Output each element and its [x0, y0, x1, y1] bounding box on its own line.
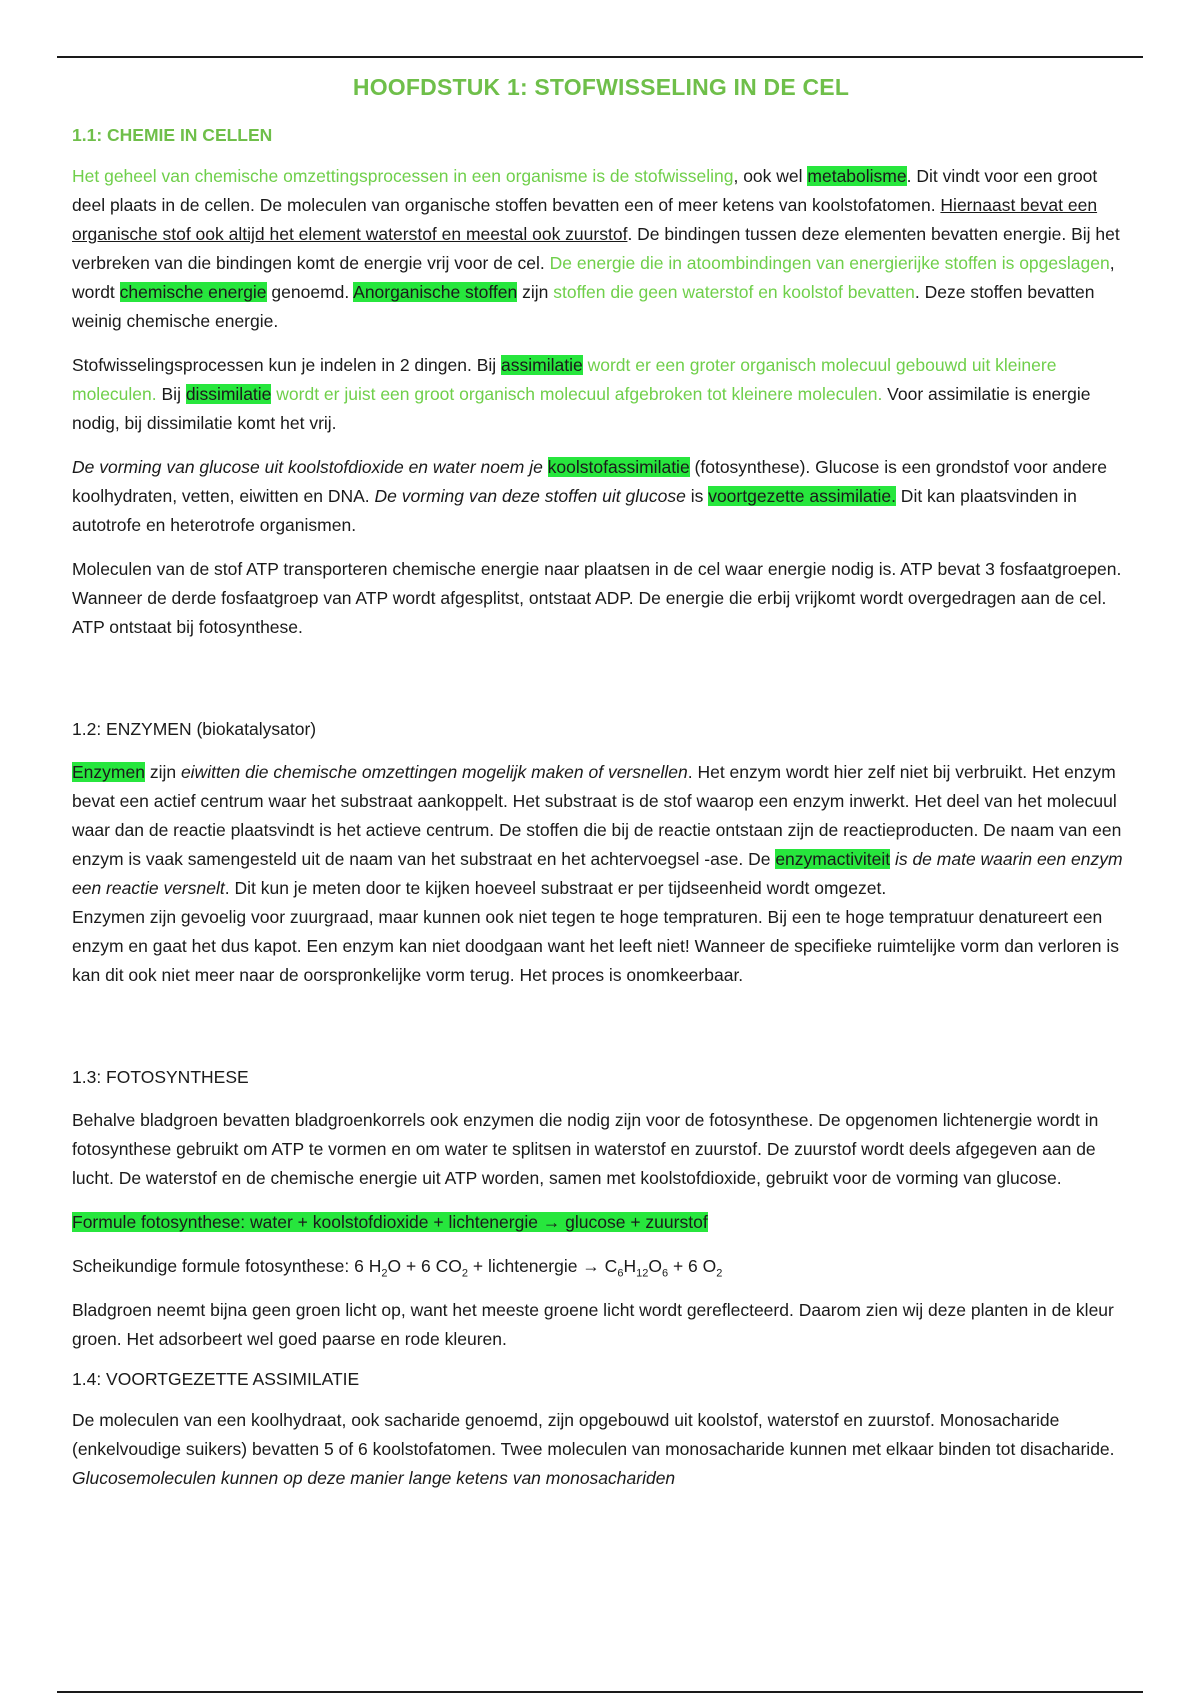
highlight-enzymen: Enzymen: [72, 762, 145, 782]
highlight-chemische-energie: chemische energie: [119, 282, 267, 302]
section-1-1-paragraph-4: Moleculen van de stof ATP transporteren chemische energie naar plaatsen in de cel waar energie nodig is. ATP bevat 3 fosfaatgroepen. Wanneer de derde fosfaatgroep van ATP wordt afgesplitst, ontstaat ADP. De energie die erbij vrijkomt wordt overgedragen aan de cel. ATP ontstaat bij fotosynthese.: [72, 559, 1122, 637]
text-span: . Dit vindt voor een groot deel plaats in de cellen. De moleculen van organische stoffen bevatten een of meer ketens van koolstofatomen.: [72, 166, 1098, 215]
text-span: stoffen die geen waterstof en koolstof bevatten: [553, 282, 915, 302]
section-1-3-paragraph-2: Bladgroen neemt bijna geen groen licht op, want het meeste groene licht wordt gereflecteerd. Daarom zien wij deze planten in de kleur groen. Het adsorbeert wel goed paarse en rode kleuren.: [72, 1300, 1114, 1349]
subscript: 2: [716, 1267, 723, 1280]
text-span: Scheikundige formule fotosynthese: 6 H: [72, 1256, 382, 1276]
text-span: is: [685, 486, 709, 506]
text-span: O: [648, 1256, 662, 1276]
highlight-formula-word: Formule fotosynthese: water + koolstofdioxide + lichtenergie → glucose + zuurstof: [72, 1212, 708, 1232]
italic-text: De vorming van deze stoffen uit glucose: [374, 486, 686, 506]
section-gap: [72, 657, 1130, 719]
section-1-1-paragraph-3: [72, 453, 1130, 540]
text-span: . Het enzym wordt hier zelf niet bij verbruikt. Het enzym bevat een actief centrum waar het substraat aankoppelt. Het substraat is de stof waarop een enzym inwerkt. Het deel van het molecuul waar dan de reactie plaatsvindt is het actieve centrum. De stoffen die bij de reactie ontstaan zijn de reactieproducten. De naam van een enzym is vaak samengesteld uit de naam van het substraat en het achtervoegsel -ase. De: [72, 762, 1122, 869]
text-span: , ook wel: [733, 166, 808, 186]
text-span: Voor assimilatie is energie nodig, bij dissimilatie komt het vrij.: [72, 384, 1091, 433]
underlined-text: Hiernaast bevat een organische stof ook altijd het element waterstof en meestal ook zuurstof: [72, 195, 1098, 244]
text-span: . De bindingen tussen deze elementen bevatten energie. Bij het verbreken van die bindingen komt de energie vrij voor de cel.: [72, 224, 1120, 273]
highlight-anorganische-stoffen: Anorganische stoffen: [353, 282, 518, 302]
text-span: Bij: [156, 384, 186, 404]
highlight-dissimilatie: dissimilatie: [185, 384, 272, 404]
text-span: wordt er een groter organisch molecuul gebouwd uit kleinere moleculen.: [72, 355, 1057, 404]
text-span: wordt er juist een groot organisch molecuul afgebroken tot kleinere moleculen.: [271, 384, 883, 404]
text-span: Stofwisselingsprocessen kun je indelen in 2 dingen. Bij: [72, 355, 502, 375]
text-span: . Dit kun je meten door te kijken hoeveel substraat er per tijdseenheid wordt omgezet.: [224, 878, 887, 898]
section-1-1-paragraph-2: [72, 351, 1130, 438]
section-1-2-paragraph-1: [72, 758, 1130, 903]
section-1-3-heading: 1.3: FOTOSYNTHESE: [72, 1067, 249, 1087]
text-span: Het geheel van chemische omzettingsprocessen in een organisme is de stofwisseling: [72, 166, 734, 186]
text-span: De moleculen van een koolhydraat, ook sacharide genoemd, zijn opgebouwd uit koolstof, waterstof en zuurstof. Monosacharide (enkelvoudige suikers) bevatten 5 of 6 koolstofatomen. Twee moleculen van monosacharide kunnen met elkaar binden tot disacharide.: [72, 1410, 1115, 1459]
text-span: zijn: [517, 282, 554, 302]
text-span: genoemd.: [266, 282, 354, 302]
section-gap: [72, 1005, 1130, 1067]
italic-text: De vorming van glucose uit koolstofdioxide en water noem je: [72, 457, 548, 477]
text-span: De energie die in atoombindingen van energierijke stoffen is opgeslagen: [549, 253, 1110, 273]
bottom-rule: [57, 1691, 1143, 1693]
text-span: zijn: [144, 762, 181, 782]
chapter-title: HOOFDSTUK 1: STOFWISSELING IN DE CEL: [352, 74, 850, 100]
section-1-3-paragraph-1: Behalve bladgroen bevatten bladgroenkorrels ook enzymen die nodig zijn voor de fotosynthese. De opgenomen lichtenergie wordt in fotosynthese gebruikt om ATP te vormen en om water te splitsen in waterstof en zuurstof. De zuurstof wordt deels afgegeven aan de lucht. De waterstof en de chemische energie uit ATP worden, samen met koolstofdioxide, gebruikt voor de vorming van glucose.: [72, 1110, 1099, 1188]
text-span: O + 6 CO: [387, 1256, 462, 1276]
formula-chem-line: [72, 1252, 1130, 1281]
formula-word-line: [72, 1208, 1130, 1237]
text-span: Dit kan plaatsvinden in autotrofe en heterotrofe organismen.: [72, 486, 1077, 535]
subscript: 6: [661, 1267, 669, 1280]
highlight-enzymactiviteit: enzymactiviteit: [775, 849, 891, 869]
highlight-koolstofassimilatie: koolstofassimilatie: [547, 457, 690, 477]
text-span: (fotosynthese). Glucose is een grondstof voor andere koolhydraten, vetten, eiwitten en DNA.: [72, 457, 1107, 506]
text-span: , wordt: [72, 253, 1115, 302]
text-span: . Deze stoffen bevatten weinig chemische energie.: [72, 282, 1095, 331]
text-span: + lichtenergie → C: [468, 1256, 618, 1276]
section-1-1-heading: 1.1: CHEMIE IN CELLEN: [72, 125, 273, 145]
section-1-2-heading: 1.2: ENZYMEN (biokatalysator): [72, 719, 317, 739]
top-rule: [57, 56, 1143, 58]
section-1-4-paragraph-1: [72, 1406, 1130, 1493]
highlight-metabolisme: metabolisme: [807, 166, 907, 186]
section-1-4-heading: 1.4: VOORTGEZETTE ASSIMILATIE: [72, 1369, 360, 1389]
text-span: H: [623, 1256, 637, 1276]
italic-text: Glucosemoleculen kunnen op deze manier lange ketens van monosachariden: [72, 1468, 676, 1488]
section-1-1-paragraph-1: [72, 162, 1130, 336]
italic-text: is de mate waarin een enzym een reactie versnelt: [72, 849, 1123, 898]
italic-text: eiwitten die chemische omzettingen mogelijk maken of versnellen: [180, 762, 688, 782]
highlight-assimilatie: assimilatie: [501, 355, 583, 375]
text-span: + 6 O: [668, 1256, 717, 1276]
subscript: 2: [381, 1267, 388, 1280]
document-body: [72, 74, 1130, 1508]
highlight-voortgezette-assimilatie: voortgezette assimilatie.: [708, 486, 896, 506]
section-1-2-paragraph-2: Enzymen zijn gevoelig voor zuurgraad, maar kunnen ook niet tegen te hoge tempraturen. Bij een te hoge tempratuur denatureert een enzym en gaat het dus kapot. Een enzym kan niet doodgaan want het leeft niet! Wanneer de specifieke ruimtelijke vorm dan verloren is kan dit ook niet meer naar de oorspronkelijke vorm terug. Het proces is onomkeerbaar.: [72, 907, 1120, 985]
subscript: 6: [617, 1267, 624, 1280]
subscript: 2: [461, 1267, 468, 1280]
subscript: 12: [636, 1267, 649, 1280]
